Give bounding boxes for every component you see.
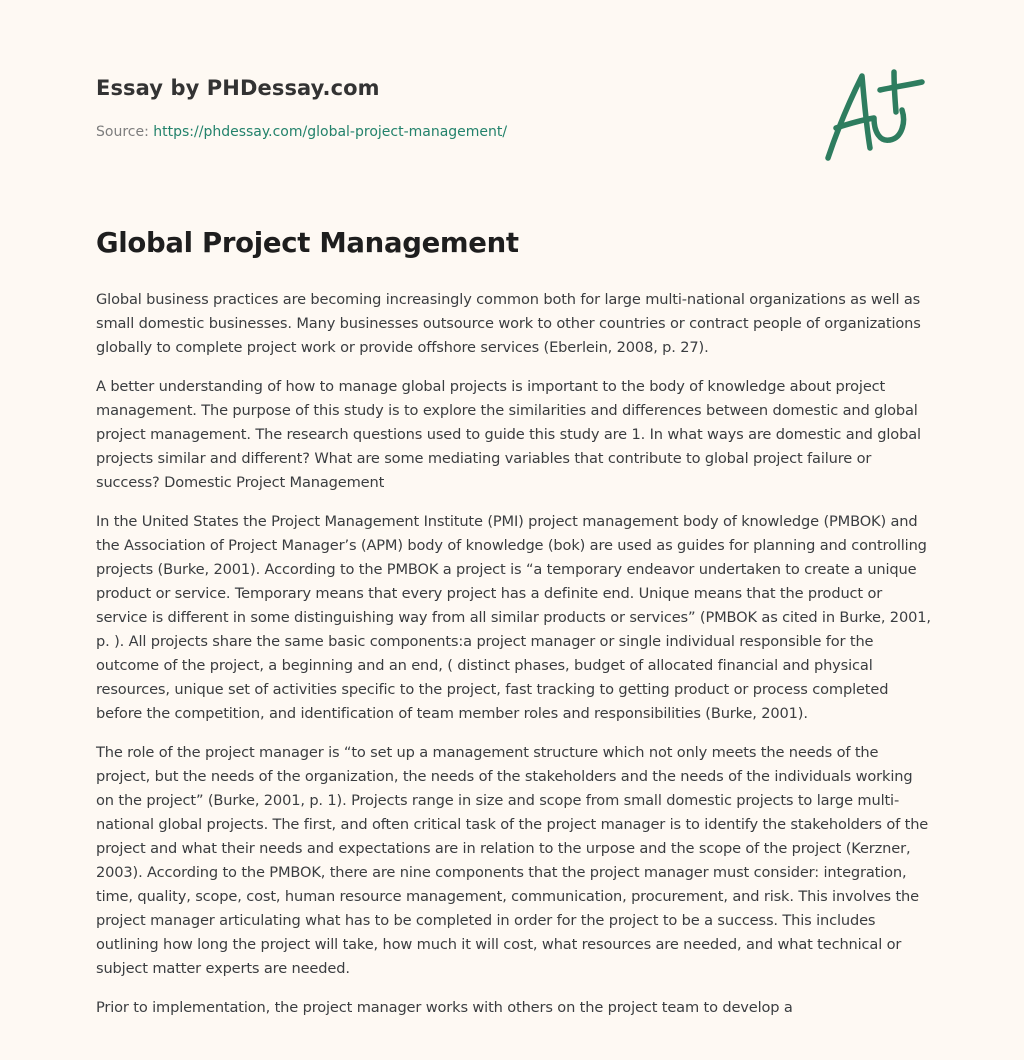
paragraph: The role of the project manager is “to set up a management structure which not only meets the needs of the project, but the needs of the organization, the needs of the stakeholders and the needs of the individuals working on the project” (Burke, 2001, p. 1). Projects range in size and scope from small domestic projects to large multi-national global projects. The first, and often critical task of the project manager is to identify the stakeholders of the project and what their needs and expectations are in relation to the urpose and the scope of the project (Kerzner, 2003). According to the PMBOK, there are nine components that the project manager must consider: integration, time, quality, scope, cost, human resource management, communication, procurement, and risk. This involves the project manager articulating what has to be completed in order for the project to be a success. This includes outlining how long the project will take, how much it will cost, what resources are needed, and what technical or subject matter experts are needed. [96, 744, 929, 977]
header [96, 76, 796, 140]
article-title: Global Project Management [96, 227, 519, 259]
source-label: Source: [96, 124, 154, 140]
source-link[interactable]: https://phdessay.com/global-project-management/ [153, 124, 508, 140]
article [96, 227, 934, 1035]
paragraph: A better understanding of how to manage global projects is important to the body of knowledge about project management. The purpose of this study is to explore the similarities and differences between domestic and global project management. The research questions used to guide this study are 1. In what ways are domestic and global projects similar and different? What are some mediating variables that contribute to global project failure or success? Domestic Project Management [96, 378, 921, 491]
paragraph: In the United States the Project Management Institute (PMI) project management body of knowledge (PMBOK) and the Association of Project Manager’s (APM) body of knowledge (bok) are used as guides for planning and controlling projects (Burke, 2001). According to the PMBOK a project is “a temporary endeavor undertaken to create a unique product or service. Temporary means that every project has a definite end. Unique means that the product or service is different in some distinguishing way from all similar products or services” (PMBOK as cited in Burke, 2001, p. ). All projects share the same basic components:a project manager or single individual responsible for the outcome of the project, a beginning and an end, ( distinct phases, budget of allocated financial and physical resources, unique set of activities specific to the project, fast tracking to getting product or process completed before the competition, and identification of team member roles and responsibilities (Burke, 2001). [96, 513, 931, 722]
paragraph: Prior to implementation, the project manager works with others on the project team to develop a [96, 999, 793, 1016]
source-line [96, 124, 796, 140]
a-plus-logo-icon [822, 68, 928, 164]
site-title: Essay by PHDessay.com [96, 76, 380, 100]
paragraph: Global business practices are becoming increasingly common both for large multi-national organizations as well as small domestic businesses. Many businesses outsource work to other countries or contract people of organizations globally to complete project work or provide offshore services (Eberlein, 2008, p. 27). [96, 291, 921, 356]
